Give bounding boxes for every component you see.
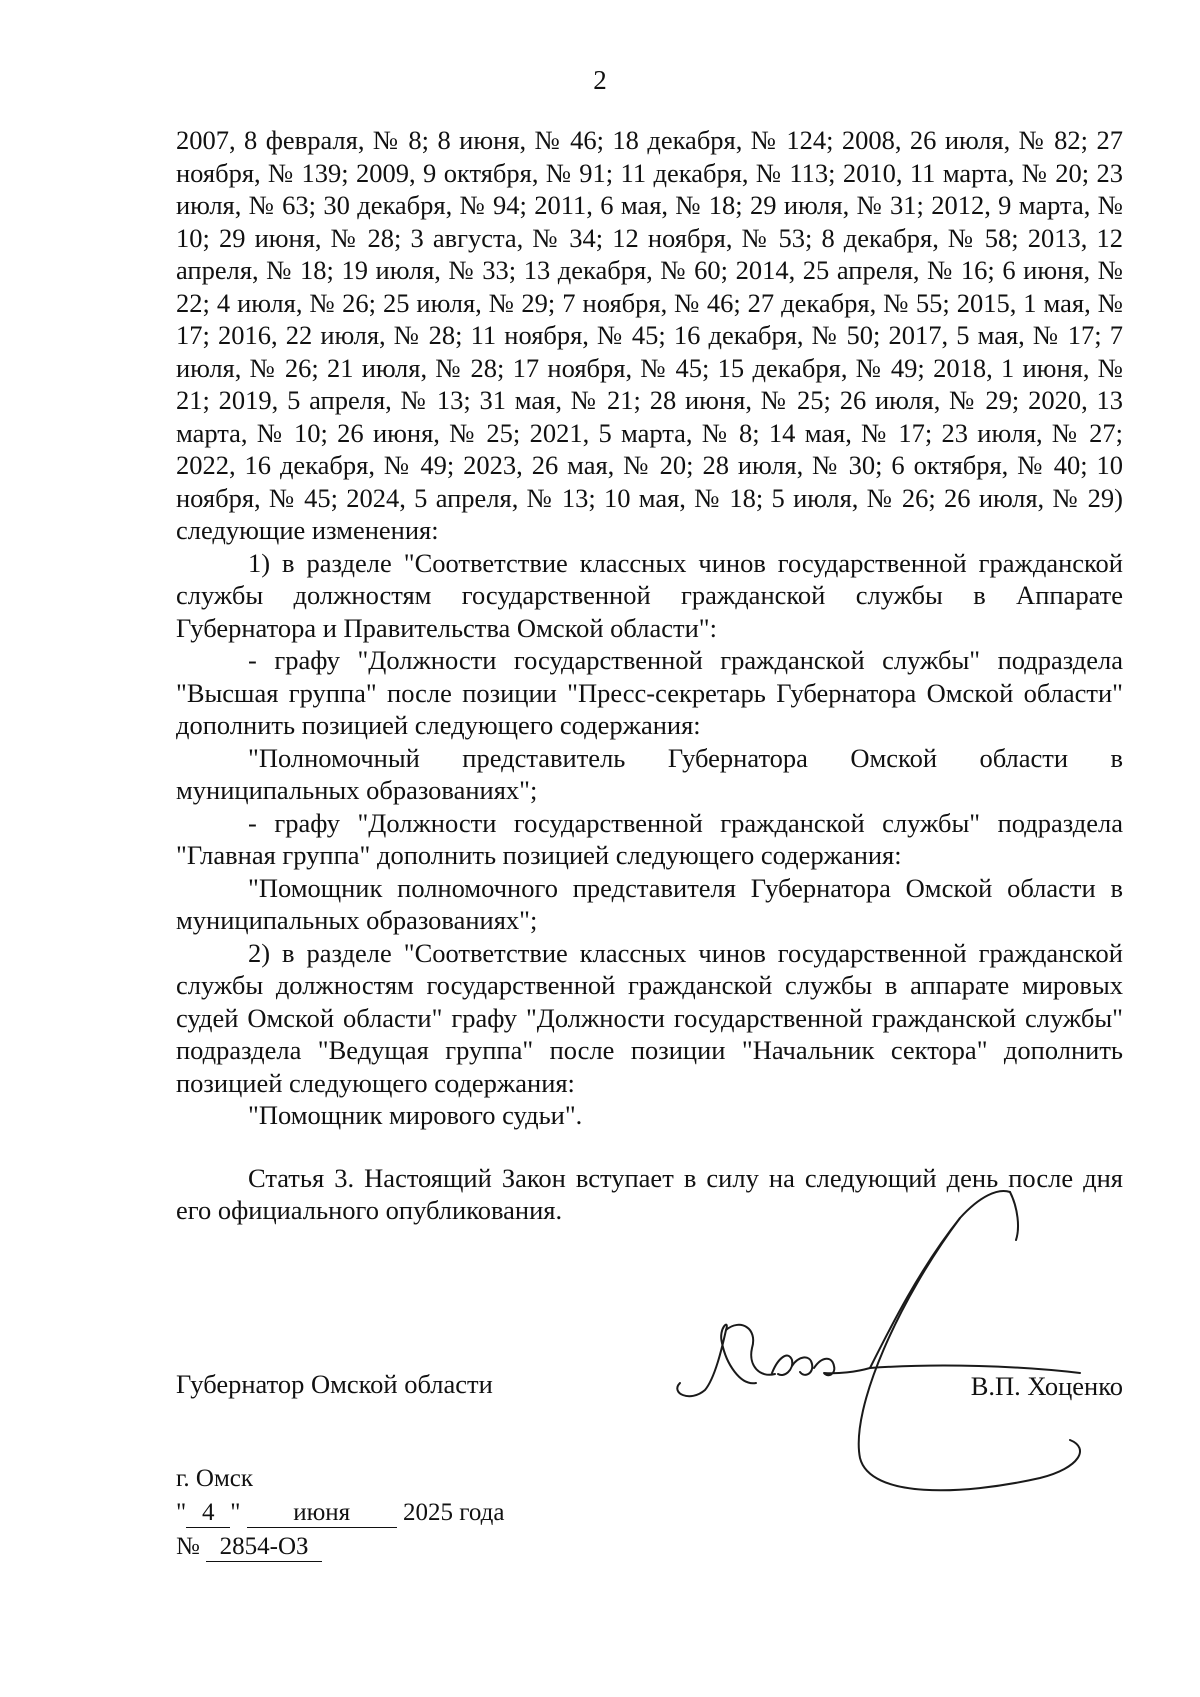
item-1-dash-2: - графу "Должности государственной гражданской службы" подраздела "Главная группа" дополнить позицией следующего содержания:	[176, 807, 1123, 870]
item-1-quote-2: "Помощник полномочного представителя Губернатора Омской области в муниципальных образованиях";	[176, 872, 1123, 935]
item-2-intro: 2) в разделе "Соответствие классных чинов государственной гражданской службы должностям государственной гражданской службы в аппарате мировых судей Омской области" графу "Должности государственной гражданской службы" подраздела "Ведущая группа" после позиции "Начальник сектора" дополнить позицией следующего содержания:	[176, 937, 1123, 1098]
item-1-quote-1: "Полномочный представитель Губернатора Омской области в муниципальных образованиях";	[176, 742, 1123, 805]
document-body	[176, 124, 1123, 1227]
law-number-row	[176, 1530, 504, 1564]
law-number-prefix: №	[176, 1533, 200, 1560]
item-2-quote: "Помощник мирового судьи".	[248, 1100, 583, 1130]
item-1-intro: 1) в разделе "Соответствие классных чинов государственной гражданской службы должностям государственной гражданской службы в Аппарате Губернатора и Правительства Омской области":	[176, 547, 1123, 643]
spacer	[176, 1132, 1123, 1162]
date-quote-open: "	[176, 1499, 187, 1526]
signatory-name: В.П. Хоценко	[970, 1371, 1123, 1401]
city-row	[176, 1462, 504, 1496]
document-footer	[176, 1462, 504, 1564]
item-1-dash-1: - графу "Должности государственной гражданской службы" подраздела "Высшая группа" после позиции "Пресс-секретарь Губернатора Омской области" дополнить позицией следующего содержания:	[176, 645, 1123, 740]
signatory-position: Губернатор Омской области	[176, 1369, 493, 1399]
law-number: 2854-ОЗ	[206, 1533, 322, 1562]
date-day: 4	[186, 1499, 230, 1528]
date-quote-close: "	[230, 1499, 241, 1526]
page-number: 2	[593, 65, 607, 95]
handwritten-signature	[660, 1178, 1120, 1518]
article-3-paragraph: Статья 3. Настоящий Закон вступает в силу на следующий день после дня его официального опубликования.	[176, 1162, 1123, 1225]
date-row	[176, 1496, 504, 1530]
date-year: 2025 года	[402, 1499, 505, 1526]
city: г. Омск	[176, 1465, 254, 1492]
amendments-list-paragraph: 2007, 8 февраля, № 8; 8 июня, № 46; 18 декабря, № 124; 2008, 26 июля, № 82; 27 ноября, № 139; 2009, 9 октября, № 91; 11 декабря, № 113; 2010, 11 марта, № 20; 23 июля, № 63; 30 декабря, № 94; 2011, 6 мая, № 18; 29 июля, № 31; 2012, 9 марта, № 10; 29 июня, № 28; 3 августа, № 34; 12 ноября, № 53; 8 декабря, № 58; 2013, 12 апреля, № 18; 19 июля, № 33; 13 декабря, № 60; 2014, 25 апреля, № 16; 6 июня, № 22; 4 июля, № 26; 25 июля, № 29; 7 ноября, № 46; 27 декабря, № 55; 2015, 1 мая, № 17; 2016, 22 июля, № 28; 11 ноября, № 45; 16 декабря, № 50; 2017, 5 мая, № 17; 7 июля, № 26; 21 июля, № 28; 17 ноября, № 45; 15 декабря, № 49; 2018, 1 июня, № 21; 2019, 5 апреля, № 13; 31 мая, № 21; 28 июня, № 25; 26 июля, № 29; 2020, 13 марта, № 10; 26 июня, № 25; 2021, 5 марта, № 8; 14 мая, № 17; 23 июля, № 27; 2022, 16 декабря, № 49; 2023, 26 мая, № 20; 28 июля, № 30; 6 октября, № 40; 10 ноября, № 45; 2024, 5 апреля, № 13; 10 мая, № 18; 5 июля, № 26; 26 июля, № 29) следующие изменения:	[176, 125, 1123, 545]
date-month: июня	[247, 1499, 397, 1528]
